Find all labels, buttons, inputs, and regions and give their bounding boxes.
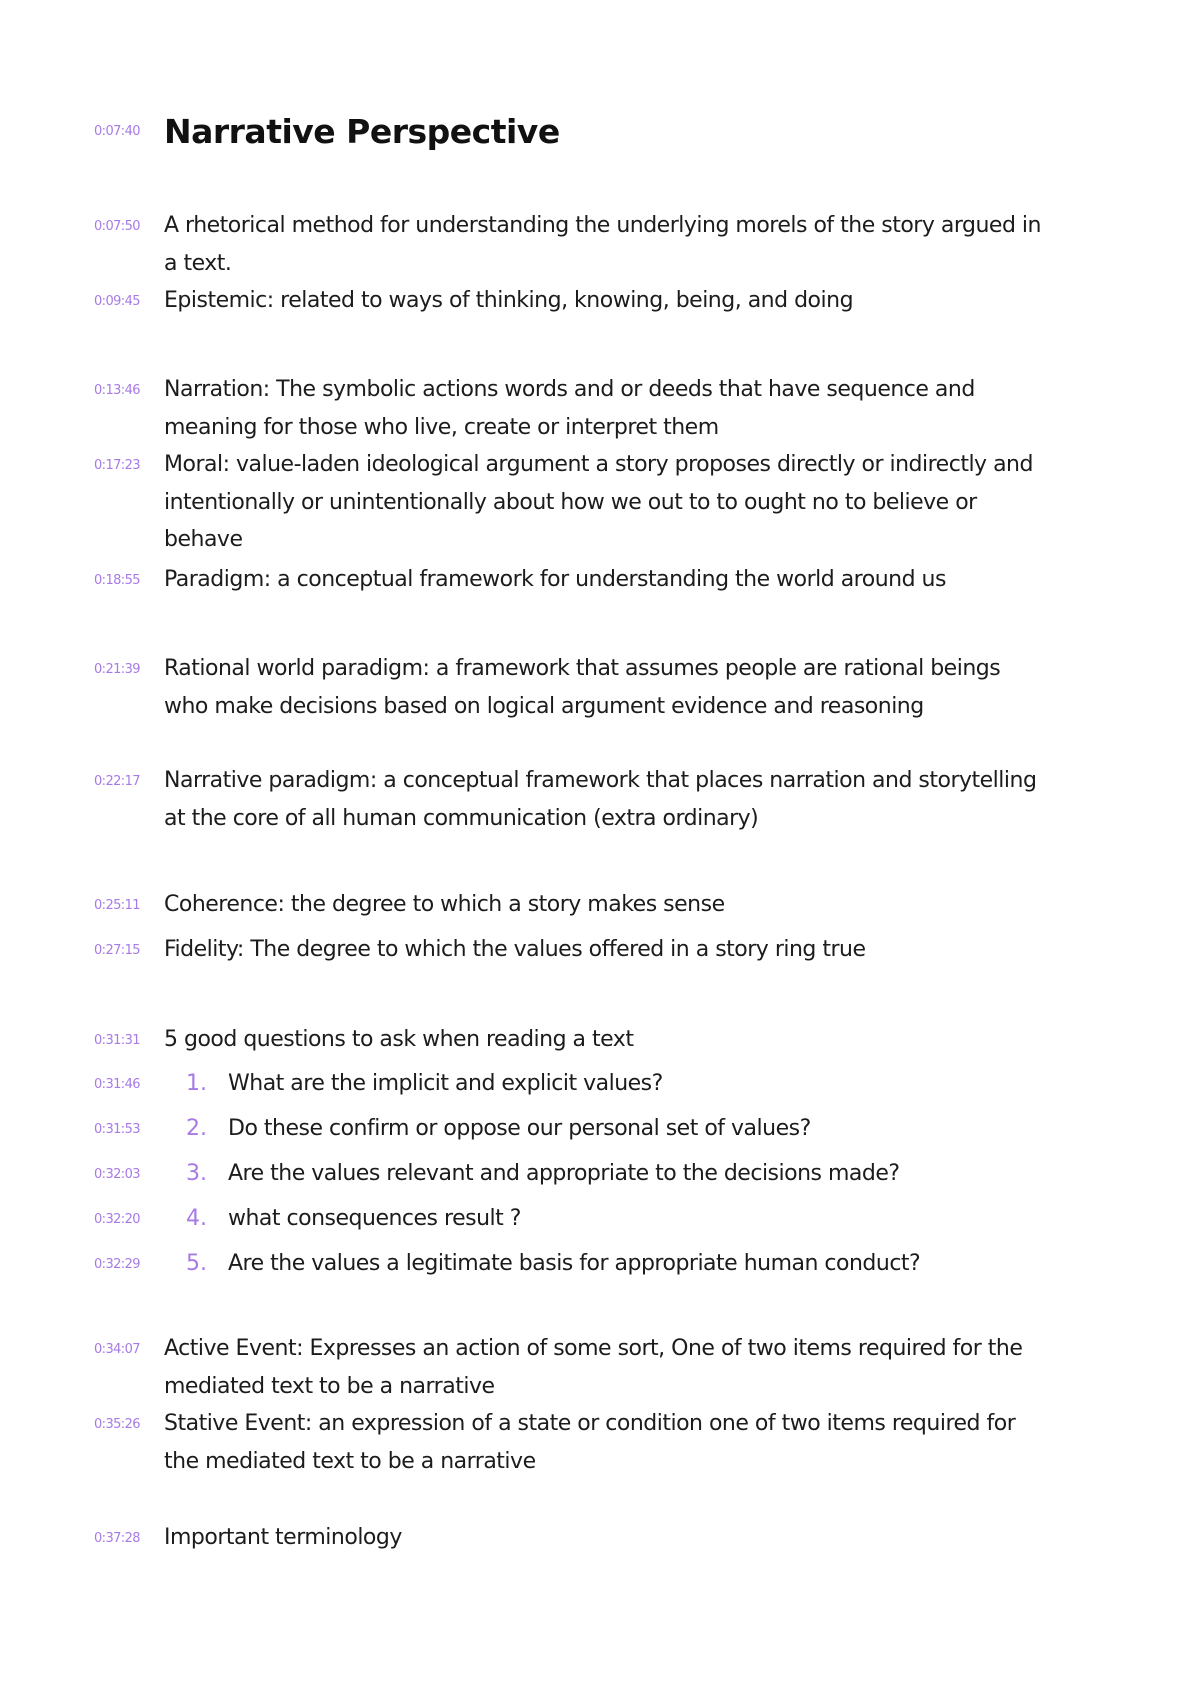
timestamp[interactable]: 0:13:46	[94, 383, 140, 398]
timestamp[interactable]: 0:17:23	[94, 458, 140, 473]
timestamp[interactable]: 0:32:20	[94, 1212, 140, 1227]
note-text: A rhetorical method for understanding the underlying morels of the story argued in a text.	[164, 213, 1041, 276]
list-item-text: Are the values relevant and appropriate to the decisions made?	[228, 1161, 900, 1186]
list-number: 5.	[186, 1251, 207, 1276]
timestamp[interactable]: 0:37:28	[94, 1531, 140, 1546]
timestamp[interactable]: 0:21:39	[94, 662, 140, 677]
list-item-text: Do these confirm or oppose our personal set of values?	[228, 1116, 811, 1141]
list-number: 3.	[186, 1161, 207, 1186]
timestamp[interactable]: 0:35:26	[94, 1417, 140, 1432]
note-text: Important terminology	[164, 1525, 402, 1550]
note-text: Rational world paradigm: a framework that assumes people are rational beings who make decisions based on logical argument evidence and reasoning	[164, 656, 1001, 719]
note-text: Epistemic: related to ways of thinking, knowing, being, and doing	[164, 288, 854, 313]
note-text: Fidelity: The degree to which the values offered in a story ring true	[164, 937, 866, 962]
timestamp[interactable]: 0:31:53	[94, 1122, 140, 1137]
note-text: 5 good questions to ask when reading a text	[164, 1027, 634, 1052]
timestamp[interactable]: 0:07:50	[94, 219, 140, 234]
timestamp[interactable]: 0:32:03	[94, 1167, 140, 1182]
note-text: Paradigm: a conceptual framework for understanding the world around us	[164, 567, 946, 592]
timestamp[interactable]: 0:09:45	[94, 294, 140, 309]
note-text: Narration: The symbolic actions words and or deeds that have sequence and meaning for those who live, create or interpret them	[164, 377, 975, 440]
note-text: Active Event: Expresses an action of some sort, One of two items required for the mediated text to be a narrative	[164, 1336, 1023, 1399]
list-number: 4.	[186, 1206, 207, 1231]
timestamp[interactable]: 0:32:29	[94, 1257, 140, 1272]
timestamp[interactable]: 0:22:17	[94, 774, 140, 789]
list-item-text: What are the implicit and explicit values?	[228, 1071, 663, 1096]
timestamp[interactable]: 0:34:07	[94, 1342, 140, 1357]
list-number: 1.	[186, 1071, 207, 1096]
note-text: Narrative paradigm: a conceptual framework that places narration and storytelling at the core of all human communication (extra ordinary)	[164, 768, 1037, 831]
timestamp[interactable]: 0:31:31	[94, 1033, 140, 1048]
timestamp[interactable]: 0:31:46	[94, 1077, 140, 1092]
note-text: Stative Event: an expression of a state or condition one of two items required for the mediated text to be a narrative	[164, 1411, 1016, 1474]
list-item-text: what consequences result ?	[228, 1206, 521, 1231]
note-text: Coherence: the degree to which a story makes sense	[164, 892, 725, 917]
page-title: Narrative Perspective	[164, 112, 560, 151]
timestamp[interactable]: 0:07:40	[94, 124, 140, 139]
timestamp[interactable]: 0:27:15	[94, 943, 140, 958]
timestamp[interactable]: 0:25:11	[94, 898, 140, 913]
list-item-text: Are the values a legitimate basis for appropriate human conduct?	[228, 1251, 921, 1276]
list-number: 2.	[186, 1116, 207, 1141]
timestamp[interactable]: 0:18:55	[94, 573, 140, 588]
note-text: Moral: value-laden ideological argument a story proposes directly or indirectly and intentionally or unintentionally about how we out to to ought no to believe or behave	[164, 452, 1033, 552]
